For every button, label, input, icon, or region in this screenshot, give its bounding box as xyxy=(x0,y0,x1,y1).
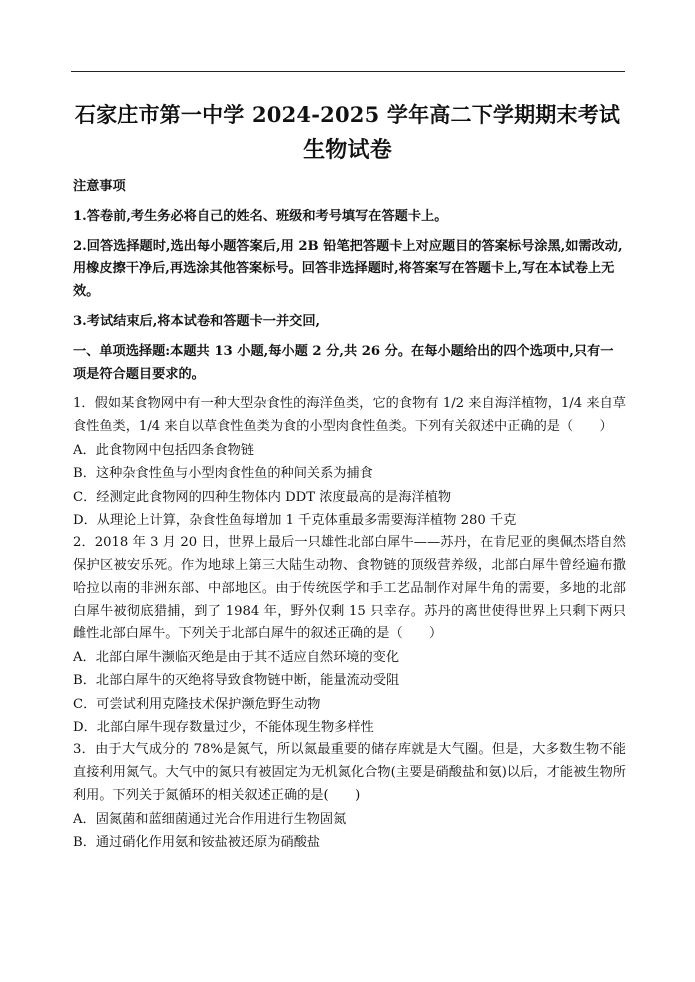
subject-title: 生物试卷 xyxy=(303,137,392,163)
option-a: A．固氮菌和蓝细菌通过光合作用进行生物固氮 xyxy=(73,811,347,827)
question-stem: 2．2018 年 3 月 20 日，世界上最后一只雄性北部白犀牛——苏丹，在肯尼亚的奥佩杰塔自然保护区被安乐死。作为地球上第三大陆生动物、食物链的顶级营养级，北部白犀牛曾经遍布撒哈拉以南的非洲东部、中部地区。由于传统医学和手工艺品制作对犀牛角的需要，多地的北部白犀牛被彻底猎捕，到了 1984 年，野外仅剩 15 只幸存。苏丹的离世使得世界上只剩下两只雌性北部白犀牛。下列关于北部白犀牛的叙述正确的是（ ） xyxy=(73,535,626,642)
question-1 xyxy=(73,393,626,532)
option-b: B．这种杂食性鱼与小型肉食性鱼的种间关系为捕食 xyxy=(73,466,373,482)
exam-body xyxy=(73,176,626,854)
option-d: D．从理论上计算，杂食性鱼每增加 1 千克体重最多需要海洋植物 280 千克 xyxy=(73,512,517,528)
option-a: A．北部白犀牛濒临灭绝是由于其不适应自然环境的变化 xyxy=(73,650,400,666)
note-item-2: 2.回答选择题时,选出每小题答案后,用 2B 铅笔把答题卡上对应题目的答案标号涂黑,如需改动,用橡皮擦干净后,再选涂其他答案标号。回答非选择题时,将答案写在答题卡上,写在本试卷上无效。 xyxy=(73,238,623,300)
option-a: A．此食物网中包括四条食物链 xyxy=(73,442,254,458)
question-stem: 3．由于大气成分的 78%是氮气，所以氮最重要的储存库就是大气圈。但是，大多数生物不能直接利用氮气。大气中的氮只有被固定为无机氮化合物(主要是硝酸盐和氨)以后，才能被生物所利用。下列关于氮循环的相关叙述正确的是( ) xyxy=(73,742,626,803)
option-b: B．通过硝化作用氨和铵盐被还原为硝酸盐 xyxy=(73,835,321,851)
section-heading: 一、单项选择题:本题共 13 小题,每小题 2 分,共 26 分。在每小题给出的四个选项中,只有一项是符合题目要求的。 xyxy=(73,343,614,382)
option-c: C．可尝试利用克隆技术保护濒危野生动物 xyxy=(73,696,321,712)
question-2 xyxy=(73,532,626,739)
question-stem: 1．假如某食物网中有一种大型杂食性的海洋鱼类，它的食物有 1/2 来自海洋植物，1/4 来自草食性鱼类，1/4 来自以草食性鱼类为食的小型肉食性鱼类。下列有关叙述中正确的是（ ） xyxy=(73,396,626,435)
option-c: C．经测定此食物网的四种生物体内 DDT 浓度最高的是海洋植物 xyxy=(73,489,452,505)
note-item-3: 3.考试结束后,将本试卷和答题卡一并交回, xyxy=(73,313,321,329)
exam-title: 石家庄市第一中学 2024-2025 学年高二下学期期末考试 xyxy=(74,102,621,127)
option-b: B．北部白犀牛的灭绝将导致食物链中断，能量流动受阻 xyxy=(73,673,400,689)
note-item-1: 1.答卷前,考生务必将自己的姓名、班级和考号填写在答题卡上。 xyxy=(73,208,448,224)
question-3 xyxy=(73,739,626,854)
notes-heading: 注意事项 xyxy=(73,179,126,194)
option-d: D．北部白犀牛现存数量过少，不能体现生物多样性 xyxy=(73,720,374,736)
top-rule xyxy=(71,71,625,72)
